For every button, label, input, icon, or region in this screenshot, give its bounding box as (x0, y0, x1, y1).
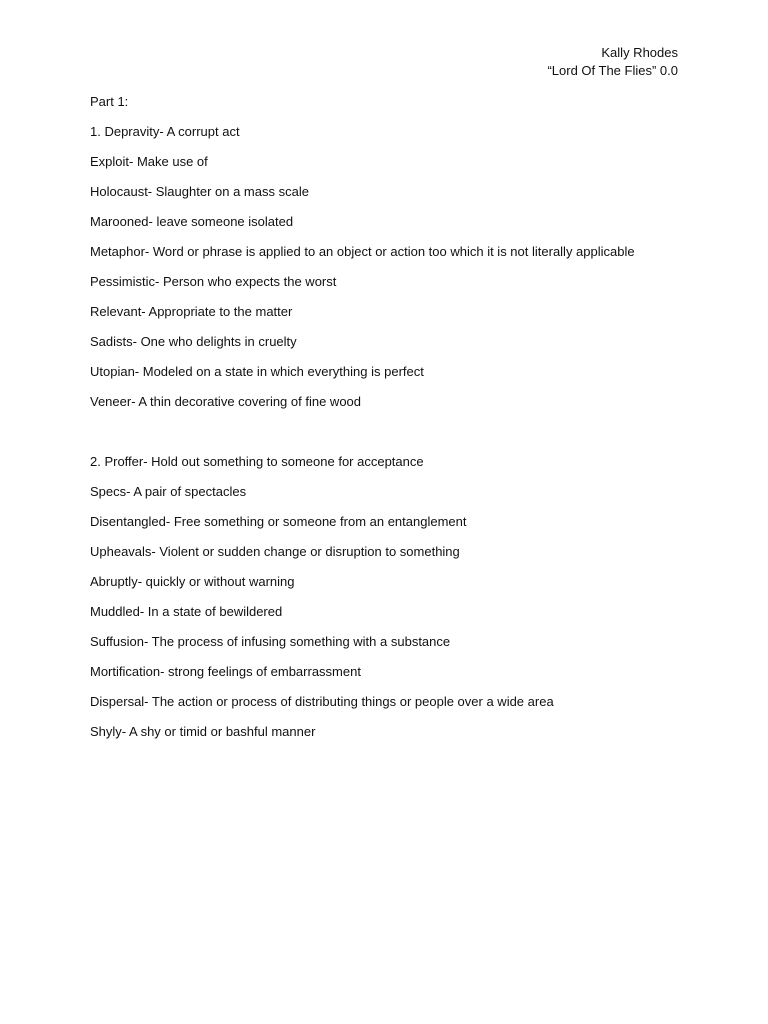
part-heading: Part 1: (90, 94, 129, 109)
vocab-item: Sadists- One who delights in cruelty (90, 334, 297, 349)
document-header (547, 44, 678, 80)
section-divider-space (90, 422, 650, 452)
vocab-list-section-2 (90, 452, 650, 742)
vocab-item: Dispersal- The action or process of distributing things or people over a wide area (90, 694, 554, 709)
document-body (90, 92, 650, 752)
vocab-item: 2. Proffer- Hold out something to someone for acceptance (90, 454, 424, 469)
vocab-item: Veneer- A thin decorative covering of fine wood (90, 394, 362, 409)
vocab-item: Holocaust- Slaughter on a mass scale (90, 184, 309, 199)
vocab-item: Specs- A pair of spectacles (90, 484, 247, 499)
vocab-item: Relevant- Appropriate to the matter (90, 304, 293, 319)
author-name: Kally Rhodes (601, 45, 678, 60)
vocab-item: Shyly- A shy or timid or bashful manner (90, 724, 316, 739)
vocab-item: 1. Depravity- A corrupt act (90, 124, 240, 139)
vocab-item: Mortification- strong feelings of embarrassment (90, 664, 361, 679)
vocab-item: Marooned- leave someone isolated (90, 214, 294, 229)
vocab-item: Metaphor- Word or phrase is applied to an object or action too which it is not literally applicable (90, 244, 635, 259)
vocab-item: Exploit- Make use of (90, 154, 208, 169)
vocab-item: Abruptly- quickly or without warning (90, 574, 295, 589)
vocab-item: Suffusion- The process of infusing something with a substance (90, 634, 451, 649)
vocab-item: Disentangled- Free something or someone from an entanglement (90, 514, 467, 529)
vocab-item: Utopian- Modeled on a state in which everything is perfect (90, 364, 424, 379)
document-title: “Lord Of The Flies” 0.0 (547, 63, 678, 78)
vocab-item: Pessimistic- Person who expects the worst (90, 274, 337, 289)
vocab-item: Muddled- In a state of bewildered (90, 604, 283, 619)
vocab-list-section-1 (90, 122, 650, 412)
vocab-item: Upheavals- Violent or sudden change or disruption to something (90, 544, 460, 559)
